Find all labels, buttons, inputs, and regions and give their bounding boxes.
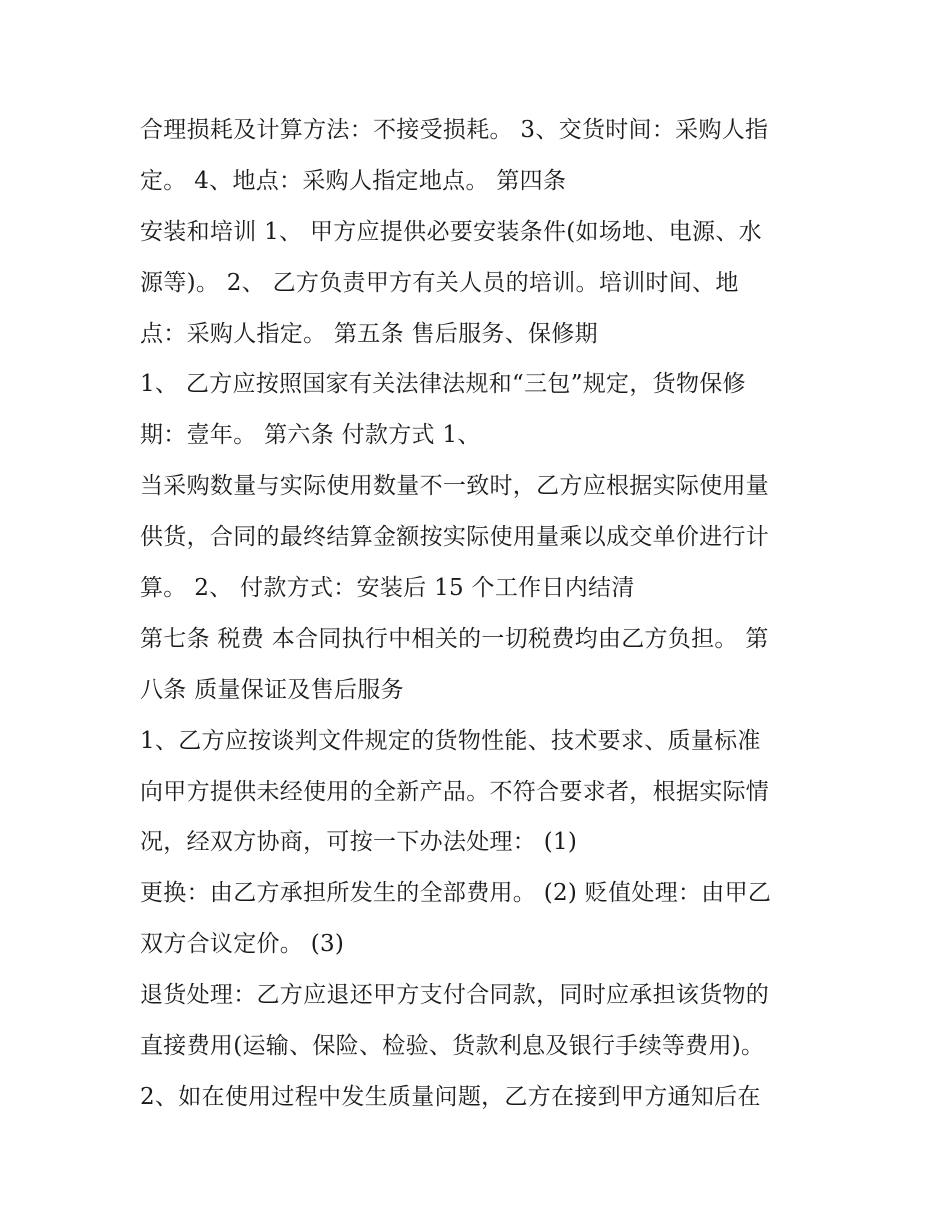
text-line: 安装和培训 1、 甲方应提供必要安装条件(如场地、电源、水 xyxy=(140,218,762,245)
text-line: 更换：由乙方承担所发生的全部费用。 (2) 贬值处理：由甲乙 xyxy=(140,880,772,907)
text-line: 直接费用(运输、保险、检验、货款利息及银行手续等费用)。 xyxy=(140,1033,765,1060)
text-line: 向甲方提供未经使用的全新产品。不符合要求者，根据实际情 xyxy=(140,778,770,805)
text-line: 合理损耗及计算方法：不接受损耗。 3、交货时间：采购人指 xyxy=(140,117,769,143)
text-line: 1、乙方应按谈判文件规定的货物性能、技术要求、质量标准 xyxy=(140,727,761,754)
text-line: 八条 质量保证及售后服务 xyxy=(140,676,404,703)
text-line: 第七条 税费 本合同执行中相关的一切税费均由乙方负担。 第 xyxy=(140,625,769,652)
text-line: 算。 2、 付款方式：安装后 15 个工作日内结清 xyxy=(140,575,635,602)
text-line: 双方合议定价。 (3) xyxy=(140,931,345,958)
text-line: 期：壹年。 第六条 付款方式 1、 xyxy=(140,422,481,449)
text-line: 1、 乙方应按照国家有关法律法规和“三包”规定，货物保修 xyxy=(140,371,746,398)
contract-text-body xyxy=(140,105,830,1123)
text-line: 源等)。 2、 乙方负责甲方有关人员的培训。培训时间、地 xyxy=(140,269,739,296)
text-line: 况，经双方协商，可按一下办法处理： (1) xyxy=(140,829,578,856)
text-line: 供货，合同的最终结算金额按实际使用量乘以成交单价进行计 xyxy=(140,524,770,551)
text-line: 退货处理：乙方应退还甲方支付合同款，同时应承担该货物的 xyxy=(140,982,770,1009)
text-line: 定。 4、地点：采购人指定地点。 第四条 xyxy=(140,167,567,194)
text-line: 当采购数量与实际使用数量不一致时，乙方应根据实际使用量 xyxy=(140,473,770,500)
text-line: 点：采购人指定。 第五条 售后服务、保修期 xyxy=(140,320,598,347)
text-line: 2、如在使用过程中发生质量问题，乙方在接到甲方通知后在 xyxy=(140,1083,761,1110)
